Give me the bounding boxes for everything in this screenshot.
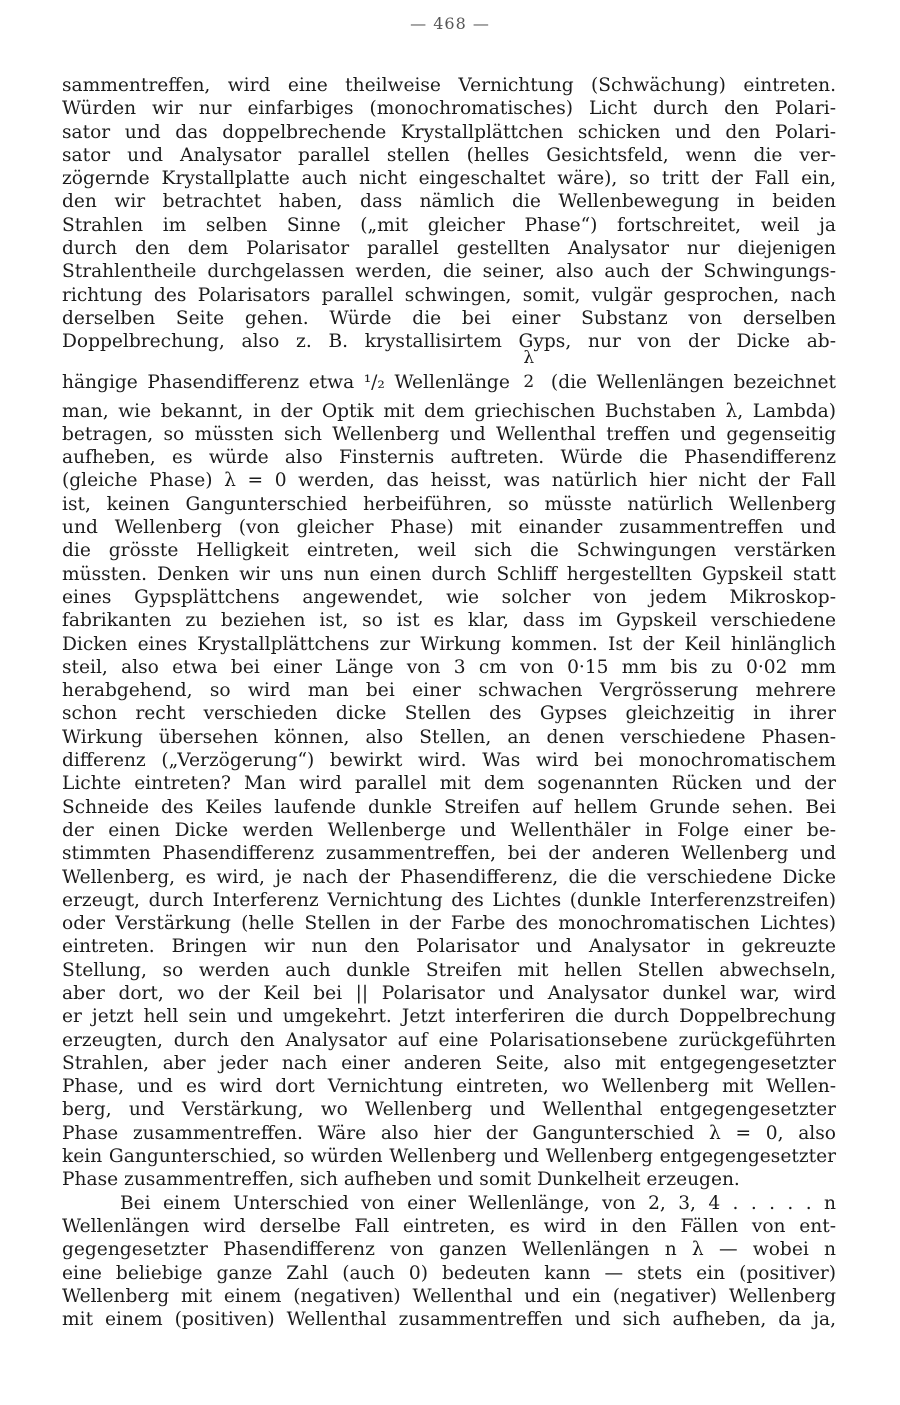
text-line: eine beliebige ganze Zahl (auch 0) bedeuten kann — stets ein (positiver): [62, 1262, 836, 1284]
fraction-denominator: 2: [523, 371, 535, 392]
text-line: aufheben, es würde also Finsternis auftreten. Würde die Phasendifferenz: [62, 447, 836, 469]
fraction-line-text-middle: Wellenlänge: [384, 371, 520, 393]
text-line: Strahlen, aber jeder nach einer anderen Seite, also mit entgegengesetzter: [62, 1052, 836, 1074]
text-line: der einen Dicke werden Wellenberge und Wellenthäler in Folge einer be-: [62, 819, 836, 841]
fraction-line-text-after: (die Wellenlängen bezeichnet: [541, 371, 836, 393]
text-line: Phase zusammentreffen, sich aufheben und somit Dunkelheit erzeugen.: [62, 1169, 740, 1191]
text-line: schon recht verschieden dicke Stellen des Gypses gleichzeitig in ihrer: [62, 703, 836, 725]
fraction-line-text-before: hängige Phasendifferenz etwa: [62, 371, 364, 393]
text-line: Lichte eintreten? Man wird parallel mit dem sogenannten Rücken und der: [62, 773, 836, 795]
text-line: berg, und Verstärkung, wo Wellenberg und Wellenthal entgegengesetzter: [62, 1099, 836, 1121]
text-line: herabgehend, so wird man bei einer schwachen Vergrösserung mehrere: [62, 680, 836, 702]
text-line: eintreten. Bringen wir nun den Polarisator und Analysator in gekreuzte: [62, 936, 836, 958]
text-line: aber dort, wo der Keil bei || Polarisator und Analysator dunkel war, wird: [62, 982, 836, 1004]
text-line: sator und Analysator parallel stellen (helles Gesichtsfeld, wenn die ver-: [62, 144, 836, 166]
text-line: Doppelbrechung, also z. B. krystallisirtem Gyps, nur von der Dicke ab-: [62, 331, 836, 353]
text-line: müssten. Denken wir uns nun einen durch Schliff hergestellten Gypskeil statt: [62, 563, 836, 585]
text-line: Phase zusammentreffen. Wäre also hier der Gangunterschied λ = 0, also: [62, 1122, 836, 1144]
text-line: Strahlen im selben Sinne („mit gleicher Phase“) fortschreitet, weil ja: [62, 214, 836, 236]
text-line: betragen, so müssten sich Wellenberg und Wellenthal treffen und gegenseitig: [62, 423, 836, 445]
text-line: sator und das doppelbrechende Krystallplättchen schicken und den Polari-: [62, 121, 836, 143]
text-line: Wellenberg mit einem (negativen) Wellenthal und ein (negativer) Wellenberg: [62, 1285, 836, 1307]
fraction-line: [62, 347, 836, 400]
text-line: er jetzt hell sein und umgekehrt. Jetzt interferiren die durch Doppelbrechung: [62, 1006, 836, 1028]
body-text: [62, 74, 836, 1331]
text-line: steil, also etwa bei einer Länge von 3 cm von 0·15 mm bis zu 0·02 mm: [62, 656, 836, 678]
text-line: gegengesetzter Phasendifferenz von ganzen Wellenlängen n λ — wobei n: [62, 1239, 836, 1261]
text-line: kein Gangunterschied, so würden Wellenberg und Wellenberg entgegengesetzter: [62, 1146, 836, 1168]
text-line: Schneide des Keiles laufende dunkle Streifen auf hellem Grunde sehen. Bei: [62, 796, 836, 818]
text-line: (gleiche Phase) λ = 0 werden, das heisst, was natürlich hier nicht der Fall: [62, 470, 836, 492]
text-line: richtung des Polarisators parallel schwingen, somit, vulgär gesprochen, nach: [62, 284, 836, 306]
paragraph-1-continued: [62, 400, 836, 1192]
text-line: Strahlentheile durchgelassen werden, die seiner, also auch der Schwingungs-: [62, 261, 836, 283]
text-line: erzeugten, durch den Analysator auf eine Polarisationsebene zurückgeführten: [62, 1029, 836, 1051]
text-line: fabrikanten zu beziehen ist, so ist es klar, dass im Gypskeil verschiedene: [62, 610, 836, 632]
lambda-over-two-fraction: [519, 347, 541, 402]
text-line: stimmten Phasendifferenz zusammentreffen, bei der anderen Wellenberg und: [62, 843, 836, 865]
text-line: Wirkung übersehen können, also Stellen, an denen verschiedene Phasen-: [62, 726, 836, 748]
fraction-numerator: λ: [523, 347, 535, 368]
text-line: Stellung, so werden auch dunkle Streifen mit hellen Stellen abwechseln,: [62, 959, 836, 981]
text-line: ist, keinen Gangunterschied herbeiführen, so müsste natürlich Wellenberg: [62, 493, 836, 515]
text-line: erzeugt, durch Interferenz Vernichtung des Lichtes (dunkle Interferenzstreifen): [62, 889, 836, 911]
text-line: sammentreffen, wird eine theilweise Vernichtung (Schwächung) eintreten.: [62, 75, 836, 96]
text-line: derselben Seite gehen. Würde die bei einer Substanz von derselben: [62, 307, 836, 329]
text-line: und Wellenberg (von gleicher Phase) mit einander zusammentreffen und: [62, 517, 836, 539]
paragraph-1: [62, 74, 836, 354]
text-line: oder Verstärkung (helle Stellen in der Farbe des monochromatischen Lichtes): [62, 913, 836, 935]
text-line: durch den dem Polarisator parallel gestellten Analysator nur diejenigen: [62, 238, 836, 260]
text-line: Phase, und es wird dort Vernichtung eintreten, wo Wellenberg mit Wellen-: [62, 1076, 836, 1098]
one-half-symbol: ¹/₂: [363, 371, 385, 393]
text-line: Bei einem Unterschied von einer Wellenlänge, von 2, 3, 4 . . . . . n: [120, 1192, 836, 1214]
text-line: Dicken eines Krystallplättchens zur Wirkung kommen. Ist der Keil hinlänglich: [62, 633, 836, 655]
text-line: mit einem (positiven) Wellenthal zusammentreffen und sich aufheben, da ja,: [62, 1309, 836, 1331]
text-line: eines Gypsplättchens angewendet, wie solcher von jedem Mikroskop-: [62, 586, 836, 608]
text-line: Wellenlängen wird derselbe Fall eintreten, es wird in den Fällen von ent-: [62, 1215, 836, 1237]
text-line: Wellenberg, es wird, je nach der Phasendifferenz, die die verschiedene Dicke: [62, 866, 836, 888]
text-line: Würden wir nur einfarbiges (monochromatisches) Licht durch den Polari-: [62, 98, 836, 120]
text-line: die grösste Helligkeit eintreten, weil sich die Schwingungen verstärken: [62, 540, 836, 562]
text-line: differenz („Verzögerung“) bewirkt wird. Was wird bei monochromatischem: [62, 750, 836, 772]
text-line: man, wie bekannt, in der Optik mit dem griechischen Buchstaben λ, Lambda): [62, 400, 836, 422]
text-line: zögernde Krystallplatte auch nicht eingeschaltet wäre), so tritt der Fall ein,: [62, 168, 836, 190]
paragraph-2: [62, 1192, 836, 1332]
page-number: — 468 —: [410, 14, 490, 33]
text-line: den wir betrachtet haben, dass nämlich die Wellenbewegung in beiden: [62, 191, 836, 213]
